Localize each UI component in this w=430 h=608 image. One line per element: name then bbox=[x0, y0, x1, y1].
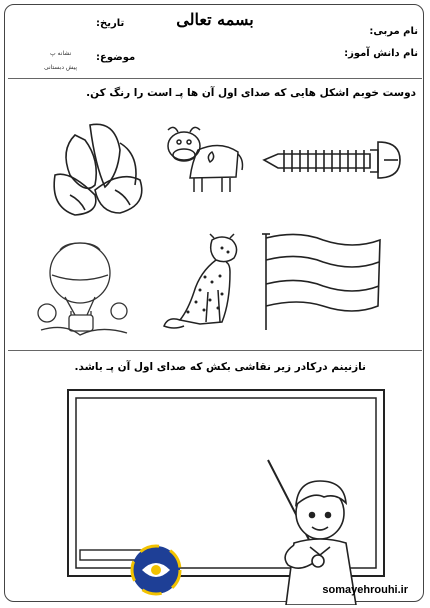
cow-picture bbox=[160, 122, 245, 197]
section-divider bbox=[8, 350, 422, 351]
exercise2-instruction: نازنینم درکادر زیر نقاشی بکش که صدای اول آن پـ باشد. bbox=[74, 361, 366, 373]
teacher-name-label: نام مربی: bbox=[369, 26, 418, 37]
hot-air-balloon-picture bbox=[35, 235, 135, 340]
pistachio-picture bbox=[40, 115, 155, 220]
cheetah-picture bbox=[160, 232, 250, 332]
screw-picture bbox=[260, 138, 405, 183]
stamp-line-2: پیش دبستانی bbox=[44, 64, 78, 71]
website-url[interactable]: somayehrouhi.ir bbox=[322, 584, 408, 596]
boy-with-pointer-picture bbox=[260, 455, 380, 605]
brand-logo bbox=[128, 540, 184, 600]
exercise1-instruction: دوست خوبم اشکل هایی که صدای اول آن ها پـ است را رنگ کن. bbox=[86, 87, 416, 99]
flag-picture bbox=[258, 228, 388, 333]
page-title: بسمه تعالی bbox=[176, 10, 254, 29]
stamp-line-1: نشانه پ bbox=[50, 50, 72, 57]
date-label: تاریخ: bbox=[96, 18, 125, 29]
subject-label: موضوع: bbox=[96, 52, 136, 63]
student-name-label: نام دانش آموز: bbox=[344, 48, 418, 59]
header-divider bbox=[8, 78, 422, 79]
